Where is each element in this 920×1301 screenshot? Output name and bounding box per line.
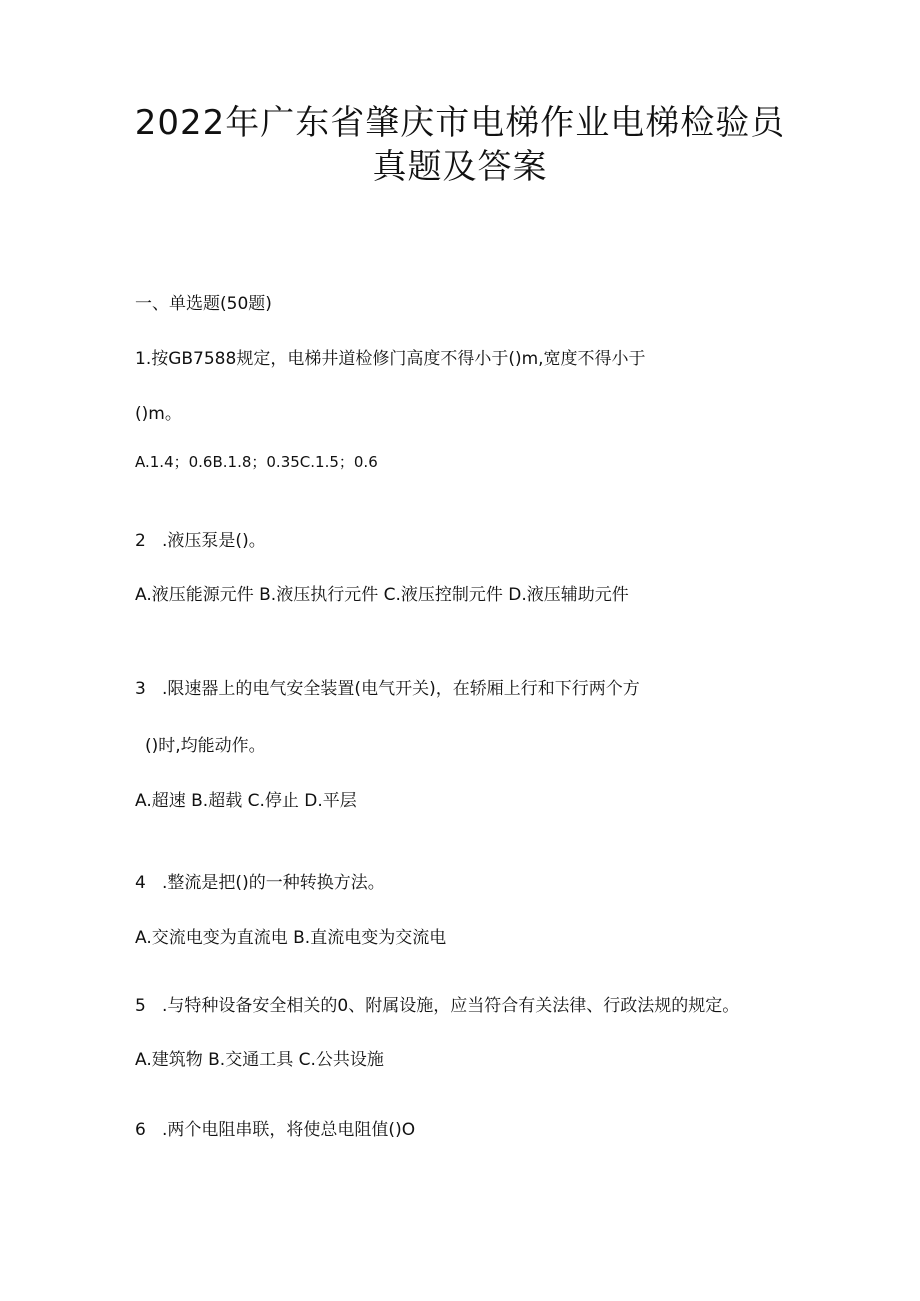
question-4-options: A.交流电变为直流电 B.直流电变为交流电 — [135, 928, 447, 948]
question-4-text: 4 .整流是把()的一种转换方法。 — [135, 873, 385, 893]
question-3-text-line-1: 3 .限速器上的电气安全装置(电气开关)，在轿厢上行和下行两个方 — [135, 679, 640, 699]
question-5-text: 5 .与特种设备安全相关的0、附属设施，应当符合有关法律、行政法规的规定。 — [135, 996, 740, 1016]
question-6-text: 6 .两个电阻串联，将使总电阻值()O — [135, 1120, 416, 1140]
question-2-text: 2 .液压泵是()。 — [135, 531, 266, 551]
question-5-options: A.建筑物 B.交通工具 C.公共设施 — [135, 1050, 384, 1070]
question-1-text-line-2: ()m。 — [135, 404, 182, 424]
question-3-options: A.超速 B.超载 C.停止 D.平层 — [135, 791, 357, 811]
section-heading: 一、单选题(50题) — [135, 294, 272, 314]
question-2-options: A.液压能源元件 B.液压执行元件 C.液压控制元件 D.液压辅助元件 — [135, 585, 629, 605]
question-1-text-line-1: 1.按GB7588规定，电梯井道检修门高度不得小于()m,宽度不得小于 — [135, 349, 646, 369]
question-3-text-line-2: ()时,均能动作。 — [145, 736, 266, 756]
document-title-line-1: 2022年广东省肇庆市电梯作业电梯检验员 — [134, 103, 786, 143]
document-title-line-2: 真题及答案 — [372, 147, 548, 187]
question-1-options: A.1.4；0.6B.1.8；0.35C.1.5；0.6 — [135, 453, 378, 471]
